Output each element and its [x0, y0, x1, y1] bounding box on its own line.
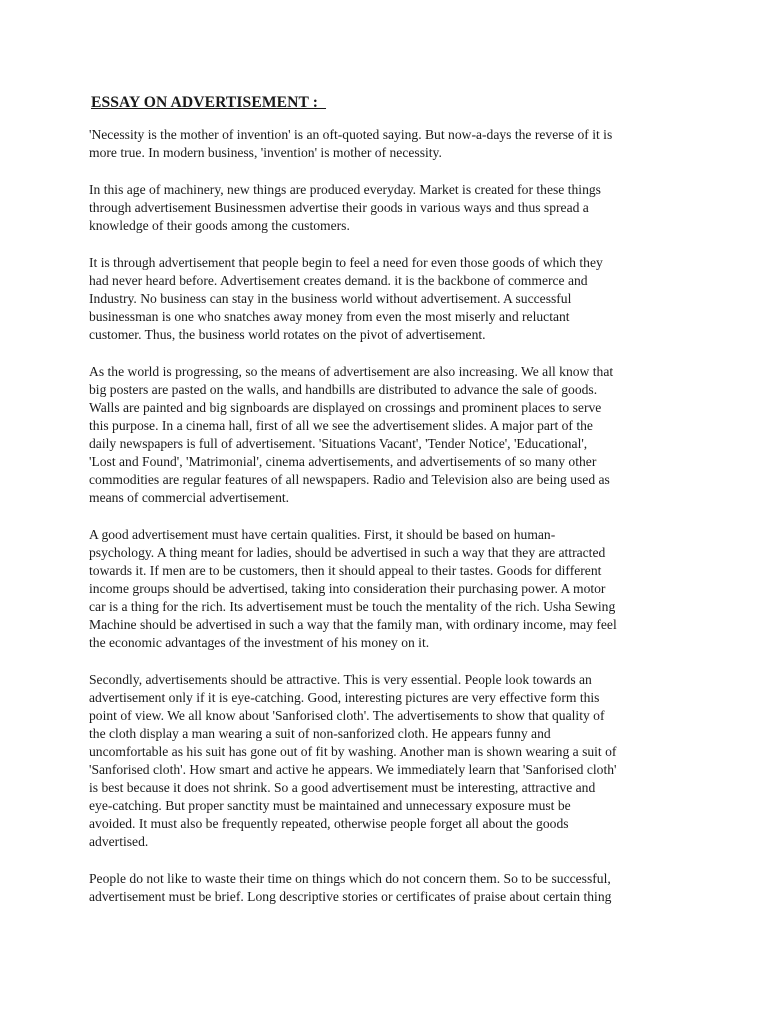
- text-line: more true. In modern business, 'invention' is mother of necessity.: [89, 145, 442, 160]
- text-line: commodities are regular features of all newspapers. Radio and Television also are being used as: [89, 472, 610, 487]
- paragraph: [89, 671, 668, 851]
- text-line: advertised.: [89, 834, 149, 849]
- text-line: the cloth display a man wearing a suit of non-sanforized cloth. He appears funny and: [89, 726, 551, 741]
- text-line: advertisement must be brief. Long descriptive stories or certificates of praise about certain thing: [89, 889, 612, 904]
- text-line: Secondly, advertisements should be attractive. This is very essential. People look towards an: [89, 672, 592, 687]
- text-line: the economic advantages of the investment of his money on it.: [89, 635, 430, 650]
- text-line: 'Sanforised cloth'. How smart and active he appears. We immediately learn that 'Sanforised cloth': [89, 762, 617, 777]
- text-line: Machine should be advertised in such a way that the family man, with ordinary income, may feel: [89, 617, 617, 632]
- text-line: Walls are painted and big signboards are displayed on crossings and prominent places to serve: [89, 400, 602, 415]
- text-line: A good advertisement must have certain qualities. First, it should be based on human-: [89, 527, 556, 542]
- text-line: daily newspapers is full of advertisement. 'Situations Vacant', 'Tender Notice', 'Educational',: [89, 436, 588, 451]
- text-line: It is through advertisement that people begin to feel a need for even those goods of which they: [89, 255, 603, 270]
- text-line: eye-catching. But proper sanctity must be maintained and unnecessary exposure must be: [89, 798, 571, 813]
- text-line: is best because it does not shrink. So a good advertisement must be interesting, attractive and: [89, 780, 596, 795]
- text-line: 'Necessity is the mother of invention' is an oft-quoted saying. But now-a-days the reverse of it is: [89, 127, 613, 142]
- text-line: this purpose. In a cinema hall, first of all we see the advertisement slides. A major part of the: [89, 418, 593, 433]
- paragraph: [89, 870, 668, 906]
- text-line: In this age of machinery, new things are produced everyday. Market is created for these things: [89, 182, 601, 197]
- text-line: through advertisement Businessmen advertise their goods in various ways and thus spread a: [89, 200, 589, 215]
- text-line: uncomfortable as his suit has gone out of fit by washing. Another man is shown wearing a suit of: [89, 744, 617, 759]
- text-line: knowledge of their goods among the customers.: [89, 218, 350, 233]
- text-line: car is a thing for the rich. Its advertisement must be touch the mentality of the rich. Usha Sewing: [89, 599, 616, 614]
- text-line: customer. Thus, the business world rotates on the pivot of advertisement.: [89, 327, 486, 342]
- essay-title: ESSAY ON ADVERTISEMENT :: [91, 94, 327, 111]
- text-line: As the world is progressing, so the means of advertisement are also increasing. We all know that: [89, 364, 614, 379]
- text-line: avoided. It must also be frequently repeated, otherwise people forget all about the goods: [89, 816, 569, 831]
- essay-body: [89, 126, 668, 906]
- text-line: big posters are pasted on the walls, and handbills are distributed to advance the sale of goods.: [89, 382, 598, 397]
- text-line: 'Lost and Found', 'Matrimonial', cinema advertisements, and advertisements of so many other: [89, 454, 597, 469]
- paragraph: [89, 363, 668, 507]
- paragraph: [89, 254, 668, 344]
- text-line: businessman is one who snatches away money from even the most miserly and reluctant: [89, 309, 570, 324]
- text-line: People do not like to waste their time on things which do not concern them. So to be successful,: [89, 871, 611, 886]
- text-line: had never heard before. Advertisement creates demand. it is the backbone of commerce and: [89, 273, 588, 288]
- text-line: psychology. A thing meant for ladies, should be advertised in such a way that they are attracted: [89, 545, 606, 560]
- text-line: means of commercial advertisement.: [89, 490, 290, 505]
- paragraph: [89, 526, 668, 652]
- text-line: income groups should be advertised, taking into consideration their purchasing power. A motor: [89, 581, 606, 596]
- paragraph: [89, 126, 668, 162]
- text-line: point of view. We all know about 'Sanforised cloth'. The advertisements to show that quality of: [89, 708, 605, 723]
- text-line: advertisement only if it is eye-catching. Good, interesting pictures are very effective form this: [89, 690, 600, 705]
- paragraph: [89, 181, 668, 235]
- text-line: Industry. No business can stay in the business world without advertisement. A successful: [89, 291, 572, 306]
- text-line: towards it. If men are to be customers, then it should appeal to their tastes. Goods for different: [89, 563, 602, 578]
